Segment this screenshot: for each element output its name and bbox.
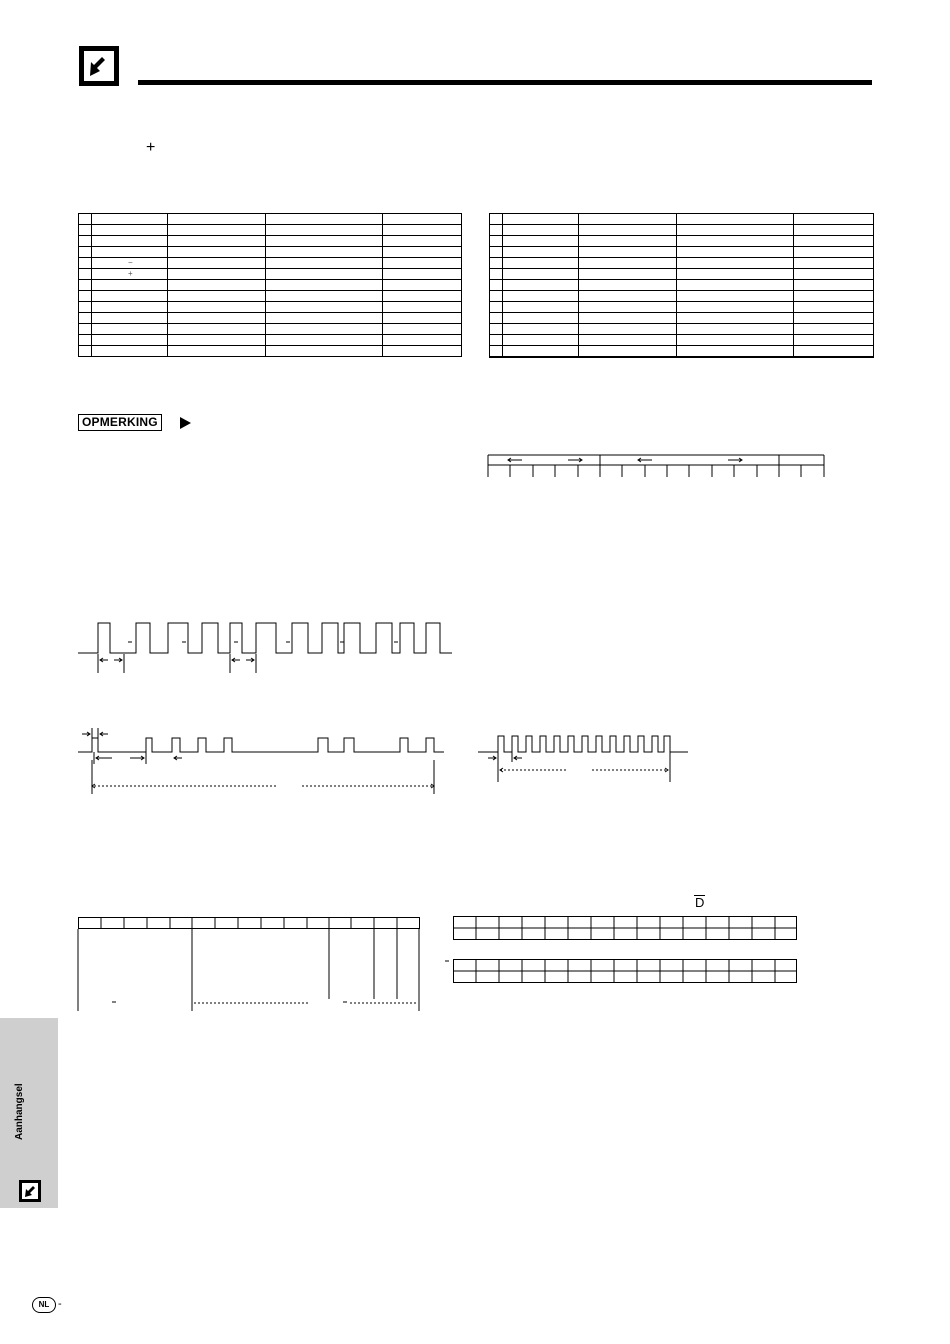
table-row bbox=[490, 225, 874, 236]
table-row bbox=[79, 291, 462, 302]
table-row bbox=[490, 258, 874, 269]
table-row bbox=[490, 214, 874, 225]
table-row bbox=[490, 335, 874, 346]
pulse-waveform-1 bbox=[78, 618, 458, 678]
table-row bbox=[490, 236, 874, 247]
page-number-dash: - bbox=[58, 1298, 62, 1310]
table-row bbox=[79, 324, 462, 335]
table-row bbox=[79, 346, 462, 357]
header-rule bbox=[138, 80, 872, 85]
note-label: OPMERKING bbox=[78, 414, 162, 431]
table-row bbox=[79, 214, 462, 225]
table-row bbox=[79, 335, 462, 346]
right-data-table bbox=[489, 213, 874, 358]
plus-glyph-small: + bbox=[92, 269, 168, 280]
note-arrow-icon bbox=[180, 417, 191, 429]
table-row bbox=[490, 280, 874, 291]
table-row bbox=[490, 302, 874, 313]
appendix-icon bbox=[19, 1180, 41, 1202]
language-badge: NL bbox=[32, 1297, 56, 1313]
bit-field-chart bbox=[78, 915, 423, 1015]
table-row bbox=[79, 269, 462, 280]
left-data-table bbox=[78, 213, 462, 357]
chapter-logo-icon bbox=[78, 45, 120, 87]
table-row bbox=[490, 313, 874, 324]
table-row bbox=[490, 324, 874, 335]
table-row bbox=[79, 280, 462, 291]
table-row bbox=[79, 225, 462, 236]
plus-glyph: + bbox=[146, 139, 156, 156]
table-row bbox=[490, 346, 874, 358]
table-row bbox=[79, 258, 462, 269]
table-row bbox=[490, 247, 874, 258]
table-row bbox=[490, 269, 874, 280]
table-row bbox=[79, 247, 462, 258]
table-row bbox=[79, 236, 462, 247]
pulse-waveform-2 bbox=[78, 724, 448, 800]
code-grid bbox=[443, 913, 803, 985]
table-row bbox=[79, 302, 462, 313]
table-row bbox=[79, 313, 462, 324]
overline-d-letter: D bbox=[695, 895, 705, 910]
sidebar-section-label: Aanhangsel bbox=[14, 1083, 25, 1140]
pulse-waveform-3 bbox=[478, 732, 693, 788]
table-row bbox=[490, 291, 874, 302]
minus-glyph: − bbox=[92, 258, 168, 269]
bit-frame-ruler bbox=[488, 452, 828, 480]
